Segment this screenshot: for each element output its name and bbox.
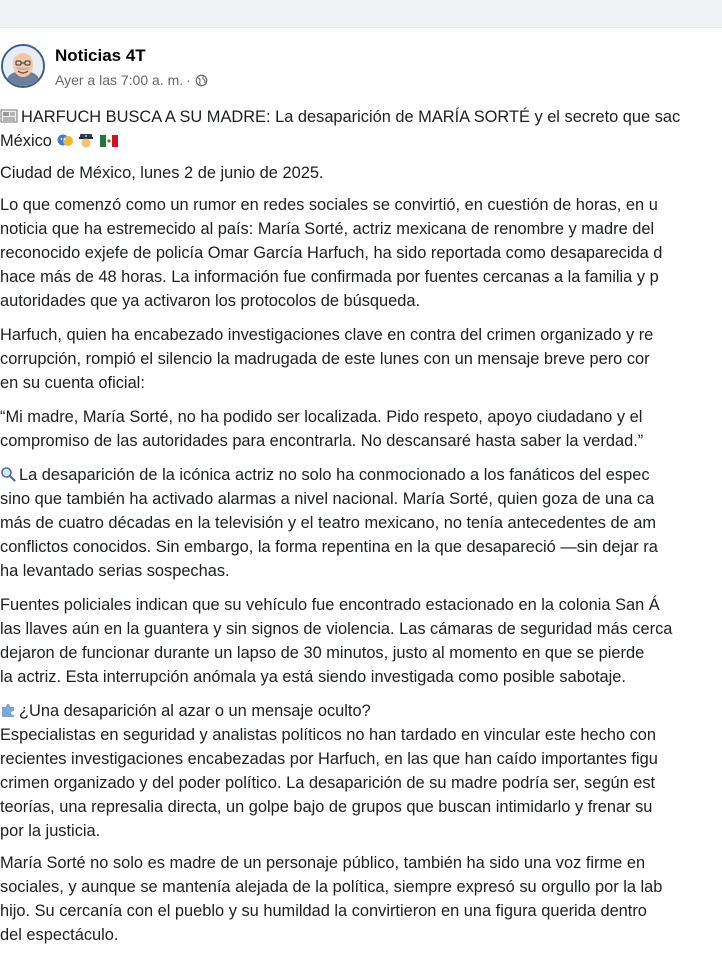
paragraph-line: Especialistas en seguridad y analistas políticos no han tardado en vincular este hecho con <box>0 726 657 744</box>
paragraph-line: Lo que comenzó como un rumor en redes sociales se convirtió, en cuestión de horas, en u <box>0 196 658 214</box>
paragraph-line: Harfuch, quien ha encabezado investigaciones clave en contra del crimen organizado y re <box>0 326 654 344</box>
paragraph-line: ha levantado serias sospechas. <box>0 562 230 580</box>
paragraph-line: hace más de 48 horas. La información fue confirmada por fuentes cercanas a la familia y p <box>0 268 659 286</box>
paragraph-4 <box>0 463 722 583</box>
police-officer-icon <box>77 132 95 148</box>
quote-line: compromiso de las autoridades para encontrarla. No descansaré hasta saber la verdad.” <box>0 432 644 450</box>
page-name[interactable]: Noticias 4T <box>55 46 146 65</box>
paragraph-5 <box>0 593 722 689</box>
paragraph-line: las llaves aún en la guantera y sin signos de violencia. Las cámaras de seguridad más cerca <box>0 620 673 638</box>
paragraph-line: Fuentes policiales indican que su vehículo fue encontrado estacionado en la colonia San Á <box>0 596 660 614</box>
subhead-line <box>0 699 722 723</box>
paragraph-line: del espectáculo. <box>0 926 119 944</box>
magnifier-icon <box>0 466 16 482</box>
facebook-post <box>0 28 722 962</box>
post-timestamp[interactable]: Ayer a las 7:00 a. m. <box>55 72 184 88</box>
paragraph-7 <box>0 851 722 947</box>
newspaper-icon <box>0 108 18 124</box>
paragraph-line: teorías, una represalia directa, un golpe bajo de grupos que buscan intimidarlo y frenar su <box>0 798 653 816</box>
post-meta <box>55 72 208 88</box>
paragraph-line: La desaparición de la icónica actriz no solo ha conmocionado a los fanáticos del espec <box>19 466 650 484</box>
puzzle-icon <box>0 702 16 718</box>
mexico-flag-icon <box>100 135 118 147</box>
quote-paragraph <box>0 405 722 453</box>
paragraph-line: conflictos conocidos. Sin embargo, la forma repentina en la que desapareció —sin dejar ra <box>0 538 658 556</box>
page-avatar[interactable] <box>1 44 45 88</box>
paragraph-1 <box>0 193 722 313</box>
subhead-text: ¿Una desaparición al azar o un mensaje oculto? <box>19 702 371 720</box>
cartoon-face-icon <box>3 46 43 86</box>
meta-separator: · <box>186 72 191 88</box>
paragraph-line: autoridades que ya activaron los protocolos de búsqueda. <box>0 292 421 310</box>
paragraph-line: en su cuenta oficial: <box>0 374 145 392</box>
paragraph-line: María Sorté no solo es madre de un personaje público, también ha sido una voz firme en <box>0 854 646 872</box>
paragraph-2 <box>0 323 722 395</box>
paragraph-line: dejaron de funcionar durante un lapso de 30 minutos, justo al momento en que se pierde <box>0 644 645 662</box>
paragraph-line: sociales, y aunque se mantenía alejada de la política, siempre expresó su orgullo por la lab <box>0 878 663 896</box>
paragraph-line: reconocido exjefe de policía Omar García Harfuch, ha sido reportada como desaparecida d <box>0 244 663 262</box>
paragraph-line: sino que también ha activado alarmas a nivel nacional. María Sorté, quien goza de una ca <box>0 490 655 508</box>
theater-masks-icon <box>56 132 74 148</box>
top-strip <box>0 0 722 28</box>
headline-text-1: HARFUCH BUSCA A SU MADRE: La desaparición de MARÍA SORTÉ y el secreto que sac <box>21 108 681 126</box>
post-body <box>0 105 722 947</box>
paragraph-line: por la justicia. <box>0 822 101 840</box>
globe-icon[interactable] <box>195 74 208 87</box>
paragraph-line: corrupción, rompió el silencio la madrugada de este lunes con un mensaje breve pero cor <box>0 350 650 368</box>
quote-line: “Mi madre, María Sorté, no ha podido ser localizada. Pido respeto, apoyo ciudadano y el <box>0 408 643 426</box>
paragraph-line: noticia que ha estremecido al país: María Sorté, actriz mexicana de renombre y madre del <box>0 220 655 238</box>
post-header <box>0 28 722 98</box>
headline-text-2: México <box>0 132 52 150</box>
paragraph-line: más de cuatro décadas en la televisión y el teatro mexicano, no tenía antecedentes de am <box>0 514 657 532</box>
paragraph-6 <box>0 699 722 843</box>
paragraph-line: la actriz. Esta interrupción anómala ya está siendo investigada como posible sabotaje. <box>0 668 626 686</box>
paragraph-line: crimen organizado y del poder político. La desaparición de su madre podría ser, según est <box>0 774 656 792</box>
dateline <box>0 161 722 185</box>
paragraph-line: hijo. Su cercanía con el pueblo y su humildad la convirtieron en una figura querida dentro <box>0 902 647 920</box>
dateline-text: Ciudad de México, lunes 2 de junio de 2025. <box>0 164 324 182</box>
paragraph-line: recientes investigaciones encabezadas por Harfuch, en las que han caído importantes figu <box>0 750 658 768</box>
headline-line-2 <box>0 129 722 153</box>
headline-line-1 <box>0 105 722 129</box>
headline <box>0 105 722 153</box>
paragraph-line-with-icon <box>0 463 722 487</box>
